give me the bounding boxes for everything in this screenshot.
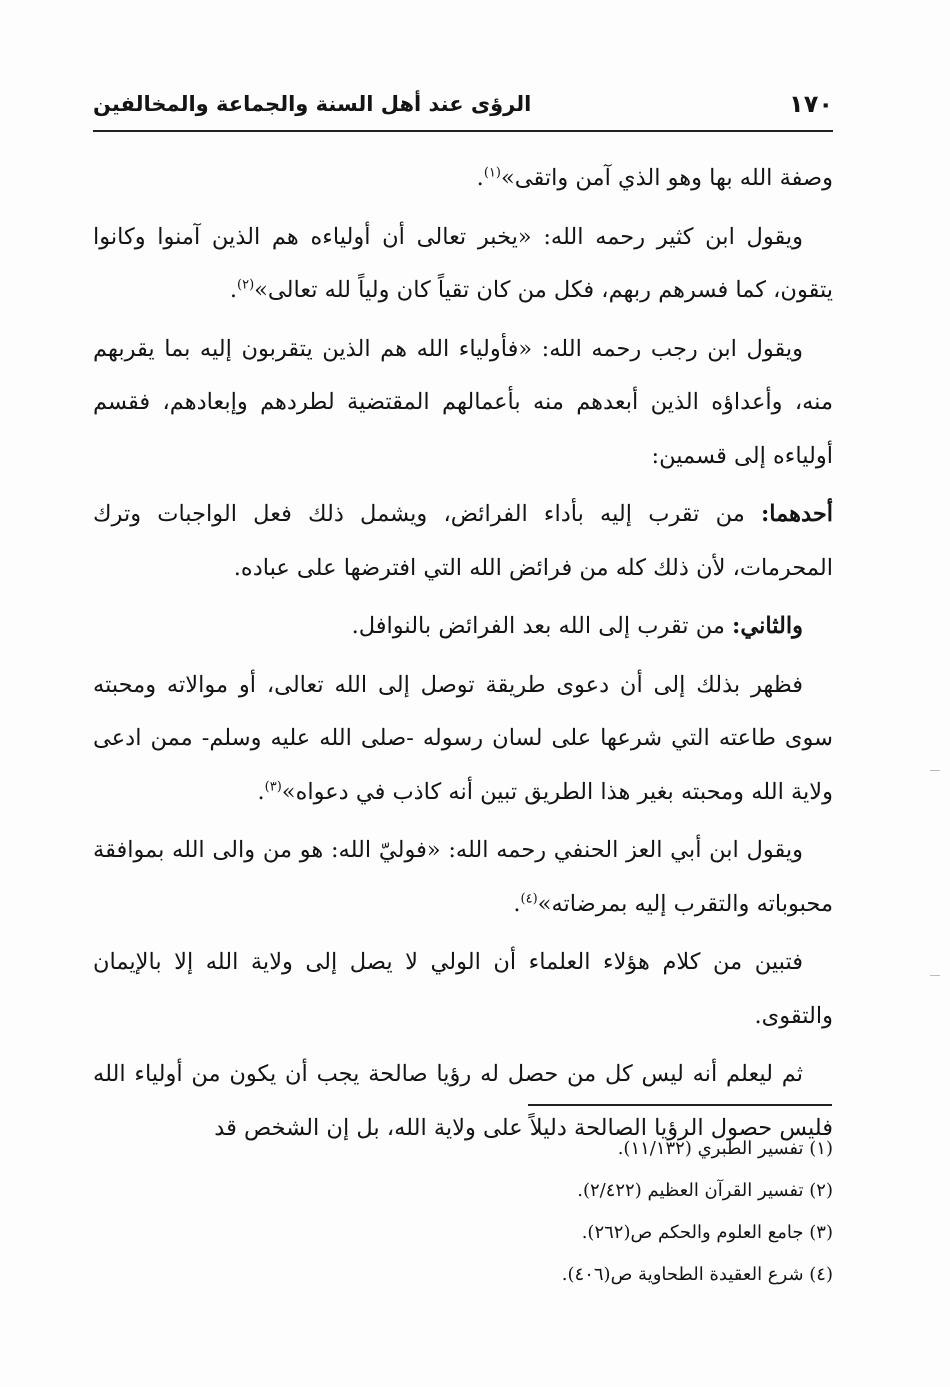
paragraph	[93, 600, 833, 654]
paragraph	[93, 488, 833, 595]
paragraph	[93, 323, 833, 484]
paragraph-text: فظهر بذلك إلى أن دعوى طريقة توصل إلى الله تعالى، أو موالاته ومحبته سوى طاعته التي شرعها على لسان رسوله -صلى الله عليه وسلم- ممن ادعى ولاية الله ومحبته بغير هذا الطريق تبين أنه كاذب في دعواه»	[93, 671, 833, 805]
item-label: والثاني:	[732, 613, 803, 639]
paragraph-text: وصفة الله بها وهو الذي آمن واتقى»	[500, 165, 833, 191]
paragraph: ويقول ابن كثير رحمه الله: «يخبر تعالى أن أولياءه هم الذين آمنوا وكانوا يتقون، كما فسرهم ربهم، فكل من كان تقياً كان ولياً لله تعالى»$^{(٢)}$.	[93, 223, 833, 303]
paragraph-text: ويقول ابن كثير رحمه الله: «يخبر تعالى أن أولياءه هم الذين آمنوا وكانوا يتقون، كما فسرهم ربهم، فكل من كان تقياً كان ولياً لله تعالى»	[93, 223, 833, 303]
footnote: (٣) جامع العلوم والحكم ص(٢٦٢).	[581, 1222, 833, 1243]
page-number: ١٧٠	[789, 90, 833, 118]
paragraph: ويقول ابن أبي العز الحنفي رحمه الله: «فوليّ الله: هو من والى الله بموافقة محبوباته والتقرب إليه بمرضاته»$^{(٤)}$.	[93, 837, 833, 917]
paragraph-text: ويقول ابن رجب رحمه الله: «فأولياء الله هم الذين يتقربون إليه بما يقربهم منه، وأعداؤه الذين أبعدهم منه بأعمالهم المقتضية لطردهم وإبعادهم، فقسم أولياءه إلى قسمين:	[93, 335, 833, 469]
footnote-ref: (٢)	[237, 277, 255, 293]
paragraph-text: فتبين من كلام هؤلاء العلماء أن الولي لا يصل إلى ولاية الله إلا بالإيمان والتقوى.	[93, 949, 833, 1029]
paragraph	[93, 936, 833, 1043]
paragraph-text: من تقرب إليه بأداء الفرائض، ويشمل ذلك فعل الواجبات وترك المحرمات، لأن ذلك كله من فرائض الله التي افترضها على عباده.	[93, 501, 833, 581]
footnotes	[93, 1128, 833, 1296]
running-title: الرؤى عند أهل السنة والجماعة والمخالفين	[93, 92, 532, 116]
footnote-ref: (٣)	[264, 779, 282, 794]
footnote-separator	[528, 1104, 832, 1106]
footnote: (٤) شرع العقيدة الطحاوية ص(٤٠٦).	[561, 1264, 833, 1285]
footnote: (٢) تفسير القرآن العظيم (٢/٤٢٢).	[577, 1180, 833, 1201]
margin-mark	[930, 975, 940, 976]
footnote-ref: (٤)	[520, 891, 538, 906]
footnote-ref: (١)	[483, 165, 501, 181]
margin-mark	[930, 770, 940, 771]
paragraph: وصفة الله بها وهو الذي آمن واتقى»$^{(١)}$.	[476, 165, 833, 191]
main-text	[93, 152, 833, 1160]
item-label: أحدهما:	[760, 501, 833, 527]
paragraph-text: من تقرب إلى الله بعد الفرائض بالنوافل.	[351, 613, 725, 639]
footnote: (١) تفسير الطبري (١١/١٣٢).	[617, 1138, 833, 1159]
paragraph-text: ثم ليعلم أنه ليس كل من حصل له رؤيا صالحة يجب أن يكون من أولياء الله فليس حصول الرؤيا الصالحة دليلاً على ولاية الله، بل إن الشخص قد	[93, 1061, 833, 1141]
running-header	[93, 84, 833, 132]
paragraph: فظهر بذلك إلى أن دعوى طريقة توصل إلى الله تعالى، أو موالاته ومحبته سوى طاعته التي شرعها على لسان رسوله -صلى الله عليه وسلم- ممن ادعى ولاية الله ومحبته بغير هذا الطريق تبين أنه كاذب في دعواه»$^{(٣)}$.	[93, 671, 833, 805]
paragraph-text: ويقول ابن أبي العز الحنفي رحمه الله: «فوليّ الله: هو من والى الله بموافقة محبوباته والتقرب إليه بمرضاته»	[93, 837, 833, 917]
